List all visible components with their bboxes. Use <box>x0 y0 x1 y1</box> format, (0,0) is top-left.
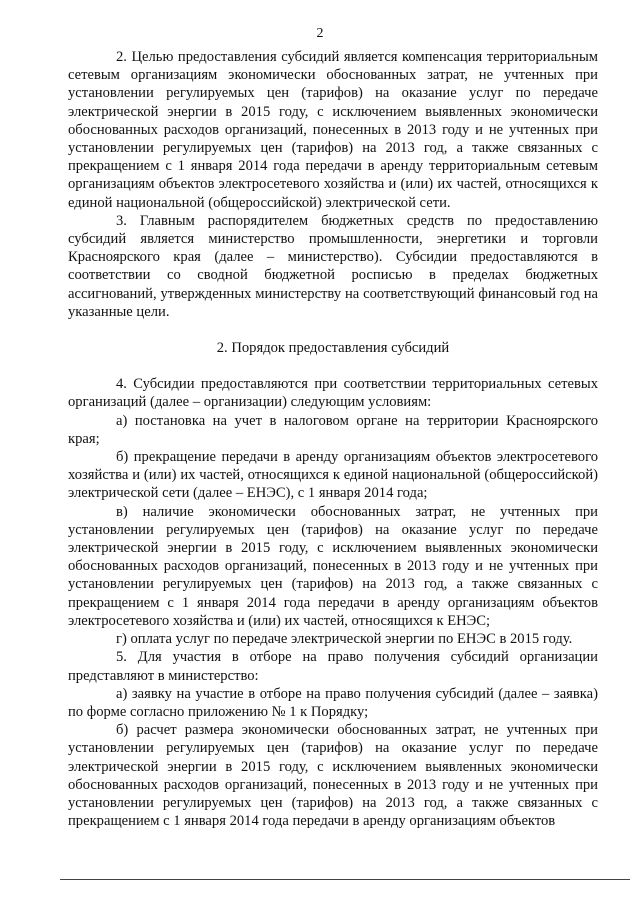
paragraph-4: 4. Субсидии предоставляются при соответствии территориальных сетевых организаций (далее – организации) следующим условиям: <box>68 376 598 411</box>
paragraph-5: 5. Для участия в отборе на право получения субсидий организации представляют в министерство: <box>68 649 598 684</box>
paragraph-3: 3. Главным распорядителем бюджетных средств по предоставлению субсидий является министерство промышленности, энергетики и торговли Красноярского края (далее – министерство). Субсидии предоставляются в соответствии со сводной бюджетной росписью в пределах бюджетных ассигнований, утвержденных министерству на соответствующий финансовый год на указанные цели. <box>68 212 598 320</box>
page-bottom-divider <box>60 879 630 880</box>
paragraph-2: 2. Целью предоставления субсидий является компенсация территориальным сетевым организациям экономически обоснованных затрат, не учтенных при установлении регулируемых цен (тарифов) на оказание услуг по передаче электрической энергии в 2015 году, с исключением выявленных экономически обоснованных расходов организаций, понесенных в 2013 году и не учтенных при установлении регулируемых цен (тарифов) на 2013 год, а также связанных с прекращением с 1 января 2014 года передачи в аренду территориальным сетевым организациям объектов электросетевого хозяйства и (или) их частей, относящихся к единой национальной (общероссийской) электрической сети. <box>68 49 598 211</box>
paragraph-4-b: б) прекращение передачи в аренду организациям объектов электросетевого хозяйства и (или) их частей, относящихся к единой национальной (общероссийской) электрической сети (далее – ЕНЭС), с 1 января 2014 года; <box>68 449 598 502</box>
paragraph-4-v: в) наличие экономически обоснованных затрат, не учтенных при установлении регулируемых цен (тарифов) на оказание услуг по передаче электрической энергии в 2015 году, с исключением выявленных экономически обоснованных расходов организаций, понесенных в 2013 году и не учтенных при установлении регулируемых цен (тарифов) на 2013 год, а также связанных с прекращением с 1 января 2014 года передачи в аренду организациям объектов электросетевого хозяйства и (или) их частей, относящихся к ЕНЭС; <box>68 503 598 629</box>
paragraph-4-g: г) оплата услуг по передаче электрической энергии по ЕНЭС в 2015 году. <box>116 631 573 648</box>
paragraph-4-a: а) постановка на учет в налоговом органе на территории Красноярского края; <box>68 412 598 447</box>
page-number: 2 <box>316 26 324 41</box>
document-body <box>68 48 598 830</box>
paragraph-5-b: б) расчет размера экономически обоснованных затрат, не учтенных при установлении регулируемых цен (тарифов) на оказание услуг по передаче электрической энергии в 2015 году, с исключением выявленных экономически обоснованных расходов организаций, понесенных в 2013 году и не учтенных при установлении регулируемых цен (тарифов) на 2013 год, а также связанных с прекращением с 1 января 2014 года передачи в аренду организациям объектов <box>68 722 598 830</box>
section-heading: 2. Порядок предоставления субсидий <box>216 340 450 357</box>
paragraph-5-a: а) заявку на участие в отборе на право получения субсидий (далее – заявка) по форме согласно приложению № 1 к Порядку; <box>68 685 598 720</box>
